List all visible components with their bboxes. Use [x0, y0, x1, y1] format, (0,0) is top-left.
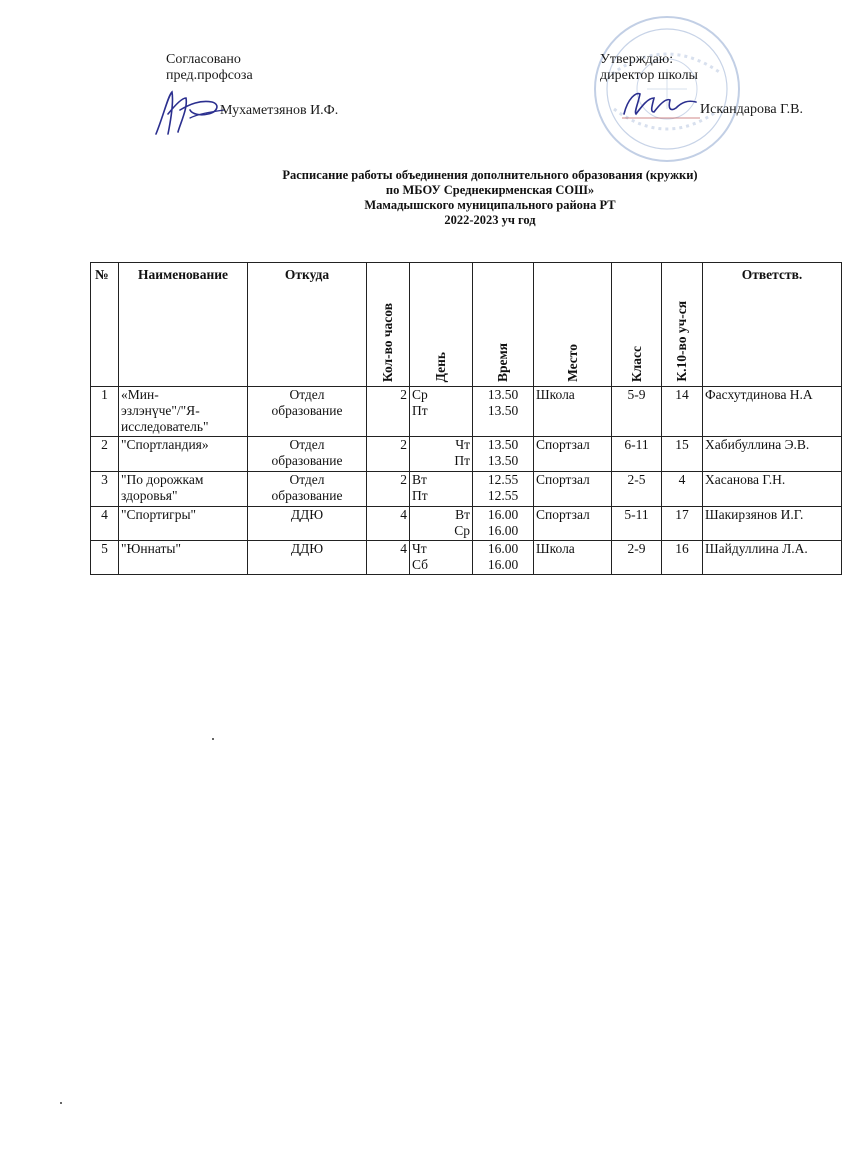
- document-title: [180, 168, 800, 228]
- header-hours: [367, 263, 410, 387]
- cell-time: [473, 541, 534, 575]
- signature-left-image: [150, 84, 230, 140]
- cell-name: "Юннаты": [119, 541, 248, 575]
- cell-from-line: образование: [271, 488, 343, 503]
- cell-resp: Шайдуллина Л.А.: [703, 541, 842, 575]
- approval-right-line1: Утверждаю:: [600, 52, 674, 67]
- header-resp: Ответств.: [703, 263, 842, 387]
- header-grade-label: Класс: [628, 345, 644, 382]
- cell-time-line: 12.55: [487, 488, 519, 503]
- table-row: [91, 507, 842, 541]
- cell-num: 2: [91, 437, 119, 472]
- cell-from: [248, 437, 367, 472]
- cell-num: 3: [91, 472, 119, 507]
- cell-from: ДДЮ: [248, 507, 367, 541]
- cell-students: 15: [662, 437, 703, 472]
- cell-day-line: Пт: [454, 453, 470, 468]
- header-day: [410, 263, 473, 387]
- cell-day-line: Ср: [454, 523, 470, 538]
- cell-day-line: Пт: [412, 488, 428, 503]
- cell-hours: 2: [367, 437, 410, 472]
- approval-left-line2: пред.профсоза: [166, 68, 253, 83]
- cell-grade: 6-11: [612, 437, 662, 472]
- cell-hours: 4: [367, 507, 410, 541]
- header-place-label: Место: [564, 344, 580, 382]
- cell-from: ДДЮ: [248, 541, 367, 575]
- cell-from: [248, 387, 367, 437]
- table-row: [91, 472, 842, 507]
- cell-hours: 2: [367, 387, 410, 437]
- cell-time: [473, 472, 534, 507]
- cell-from-line: образование: [271, 403, 343, 418]
- cell-name: "Спортландия»: [119, 437, 248, 472]
- cell-grade: 5-11: [612, 507, 662, 541]
- cell-time: [473, 437, 534, 472]
- cell-from: [248, 472, 367, 507]
- cell-resp: Хабибуллина Э.В.: [703, 437, 842, 472]
- cell-time-line: 16.00: [487, 507, 519, 522]
- cell-name-line: исследователь": [121, 419, 209, 434]
- cell-day: [410, 472, 473, 507]
- title-line-1: Расписание работы объединения дополнительного образования (кружки): [282, 168, 698, 182]
- approval-right-line2: директор школы: [600, 68, 698, 83]
- cell-time-line: 16.00: [487, 557, 519, 572]
- approval-right: [600, 52, 698, 84]
- header-students-label: К.10-во уч-ся: [674, 301, 689, 382]
- approval-left: [166, 52, 253, 84]
- header-grade: [612, 263, 662, 387]
- scan-speck: [212, 738, 214, 740]
- cell-day-line: Сб: [412, 557, 429, 572]
- cell-day-line: Вт: [412, 472, 427, 487]
- header-name: Наименование: [119, 263, 248, 387]
- cell-hours: 4: [367, 541, 410, 575]
- cell-name: [119, 387, 248, 437]
- title-line-4: 2022-2023 уч год: [444, 213, 536, 227]
- table-row: [91, 387, 842, 437]
- cell-time-line: 16.00: [487, 541, 519, 556]
- cell-from-line: Отдел: [289, 437, 325, 452]
- table-header-row: [91, 263, 842, 387]
- cell-students: 4: [662, 472, 703, 507]
- cell-day: [410, 437, 473, 472]
- cell-day-line: Вт: [455, 507, 470, 522]
- header-day-label: День: [433, 351, 448, 382]
- cell-hours: 2: [367, 472, 410, 507]
- cell-resp: Шакирзянов И.Г.: [703, 507, 842, 541]
- cell-name: "Спортигры": [119, 507, 248, 541]
- header-from: Откуда: [248, 263, 367, 387]
- cell-time-line: 16.00: [487, 523, 519, 538]
- header-time: [473, 263, 534, 387]
- cell-students: 16: [662, 541, 703, 575]
- cell-place: Спортзал: [534, 472, 612, 507]
- cell-day-line: Чт: [455, 437, 470, 452]
- cell-name-line: здоровья": [121, 488, 178, 503]
- cell-day: [410, 541, 473, 575]
- cell-num: 4: [91, 507, 119, 541]
- cell-name-line: "По дорожкам: [121, 472, 204, 487]
- cell-from-line: Отдел: [289, 387, 325, 402]
- cell-place: Школа: [534, 541, 612, 575]
- cell-day-line: Пт: [412, 403, 428, 418]
- cell-students: 14: [662, 387, 703, 437]
- signature-right-image: [618, 86, 704, 122]
- table-row: [91, 541, 842, 575]
- cell-time: [473, 507, 534, 541]
- cell-time-line: 13.50: [487, 437, 519, 452]
- header-students: [662, 263, 703, 387]
- cell-time-line: 13.50: [487, 453, 519, 468]
- title-line-3: Мамадышского муниципального района РТ: [364, 198, 616, 212]
- cell-students: 17: [662, 507, 703, 541]
- table-row: [91, 437, 842, 472]
- cell-day: [410, 387, 473, 437]
- header-time-label: Время: [495, 342, 510, 382]
- cell-day: [410, 507, 473, 541]
- cell-place: Школа: [534, 387, 612, 437]
- cell-grade: 5-9: [612, 387, 662, 437]
- scan-speck: [60, 1102, 62, 1104]
- cell-from-line: образование: [271, 453, 343, 468]
- cell-place: Спортзал: [534, 437, 612, 472]
- cell-day-line: Чт: [412, 541, 427, 556]
- cell-name: [119, 472, 248, 507]
- cell-day-line: Ср: [412, 387, 428, 402]
- schedule-table: [90, 262, 842, 575]
- cell-time: [473, 387, 534, 437]
- header-place: [534, 263, 612, 387]
- cell-name-line: эзлэнүче"/"Я-: [121, 403, 200, 418]
- approval-right-name: Искандарова Г.В.: [700, 102, 803, 117]
- cell-num: 1: [91, 387, 119, 437]
- cell-time-line: 13.50: [487, 403, 519, 418]
- cell-time-line: 12.55: [487, 472, 519, 487]
- cell-grade: 2-9: [612, 541, 662, 575]
- cell-place: Спортзал: [534, 507, 612, 541]
- approval-left-line1: Согласовано: [166, 52, 241, 67]
- approval-left-name: Мухаметзянов И.Ф.: [220, 103, 339, 118]
- title-line-2: по МБОУ Среднекирменская СОШ»: [385, 183, 595, 197]
- cell-resp: Фасхутдинова Н.А: [703, 387, 842, 437]
- cell-num: 5: [91, 541, 119, 575]
- cell-grade: 2-5: [612, 472, 662, 507]
- cell-from-line: Отдел: [289, 472, 325, 487]
- cell-resp: Хасанова Г.Н.: [703, 472, 842, 507]
- header-num: №: [91, 263, 119, 387]
- header-hours-label: Кол-во часов: [380, 302, 395, 382]
- cell-time-line: 13.50: [487, 387, 519, 402]
- cell-name-line: «Мин-: [121, 387, 159, 402]
